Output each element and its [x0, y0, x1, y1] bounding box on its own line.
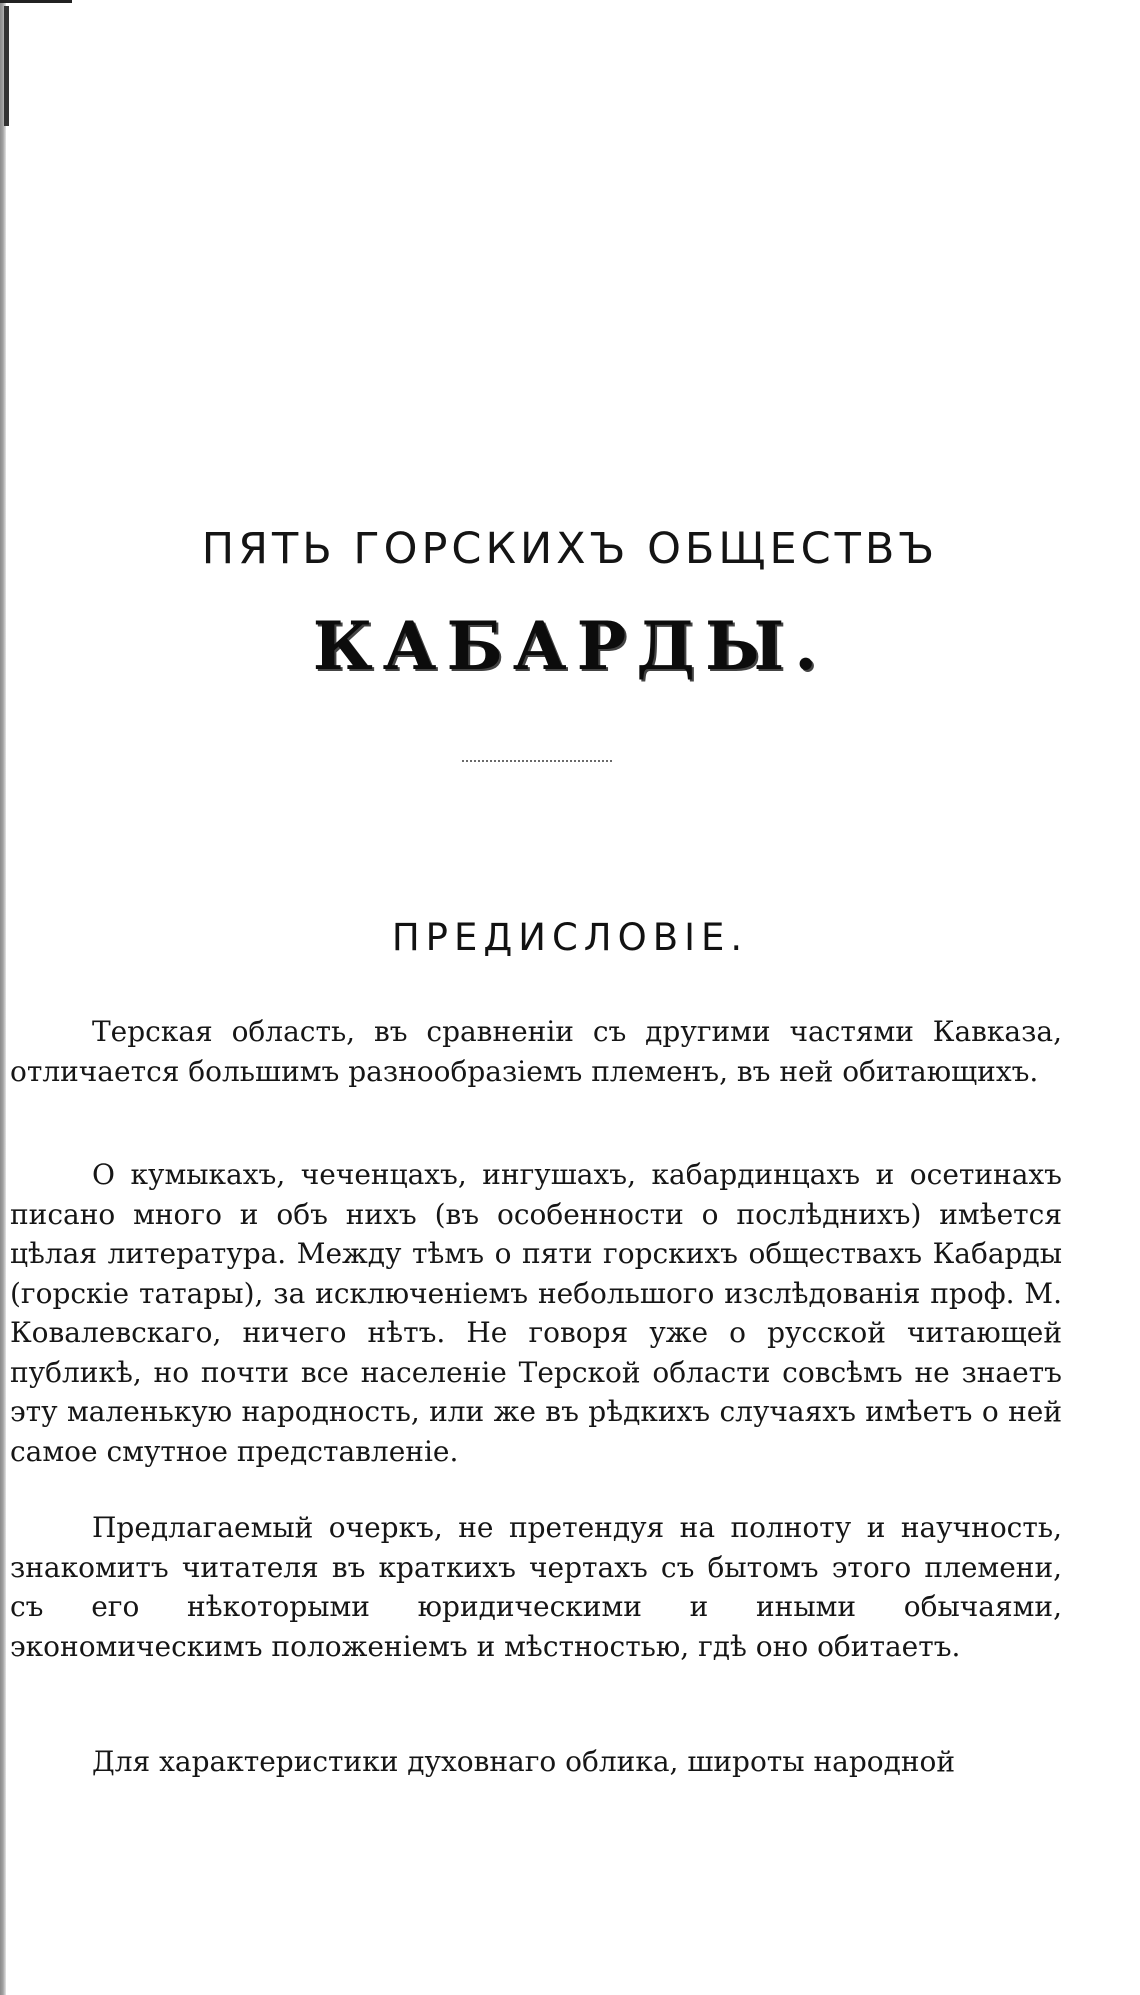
paragraph-2: [10, 1155, 1062, 1471]
page-top-left-mark: [0, 0, 72, 3]
paragraph-1-text: Терская область, въ сравненіи съ другими частями Кавказа, отличается большимъ разнообразіемъ племенъ, въ ней обитающихъ.: [10, 1015, 1062, 1088]
paragraph-4-text: Для характеристики духовнаго облика, широты народной: [92, 1745, 956, 1778]
document-title-line-2: КАБАРДЫ.: [312, 607, 828, 685]
paragraph-3-text: Предлагаемый очеркъ, не претендуя на полноту и научность, знакомитъ читателя въ краткихъ чертахъ съ бытомъ этого племени, съ его нѣкоторыми юридическими и иными обычаями, экономическимъ положеніемъ и мѣстностью, гдѣ оно обитаетъ.: [10, 1511, 1062, 1663]
paragraph-1: [10, 1012, 1062, 1091]
decorative-separator: [462, 760, 612, 768]
page-left-edge-shadow: [0, 0, 6, 1995]
paragraph-3: [10, 1508, 1062, 1666]
document-title-line-1: ПЯТЬ ГОРСКИХЪ ОБЩЕСТВЪ: [201, 524, 939, 574]
paragraph-2-text: О кумыкахъ, чеченцахъ, ингушахъ, кабардинцахъ и осетинахъ писано много и объ нихъ (въ особенности о послѣднихъ) имѣется цѣлая литература. Между тѣмъ о пяти горскихъ обществахъ Кабарды (горскіе татары), за исключеніемъ небольшого изслѣдованія проф. М. Ковалевскаго, ничего нѣтъ. Не говоря уже о русской читающей публикѣ, но почти все населеніе Терской области совсѣмъ не знаетъ эту маленькую народность, или же въ рѣдкихъ случаяхъ имѣетъ о ней самое смутное представленіе.: [10, 1158, 1062, 1468]
page-left-bar-mark: [4, 6, 9, 126]
preface-heading: ПРЕДИСЛОВІЕ.: [391, 916, 749, 959]
paragraph-4: [10, 1742, 1062, 1782]
